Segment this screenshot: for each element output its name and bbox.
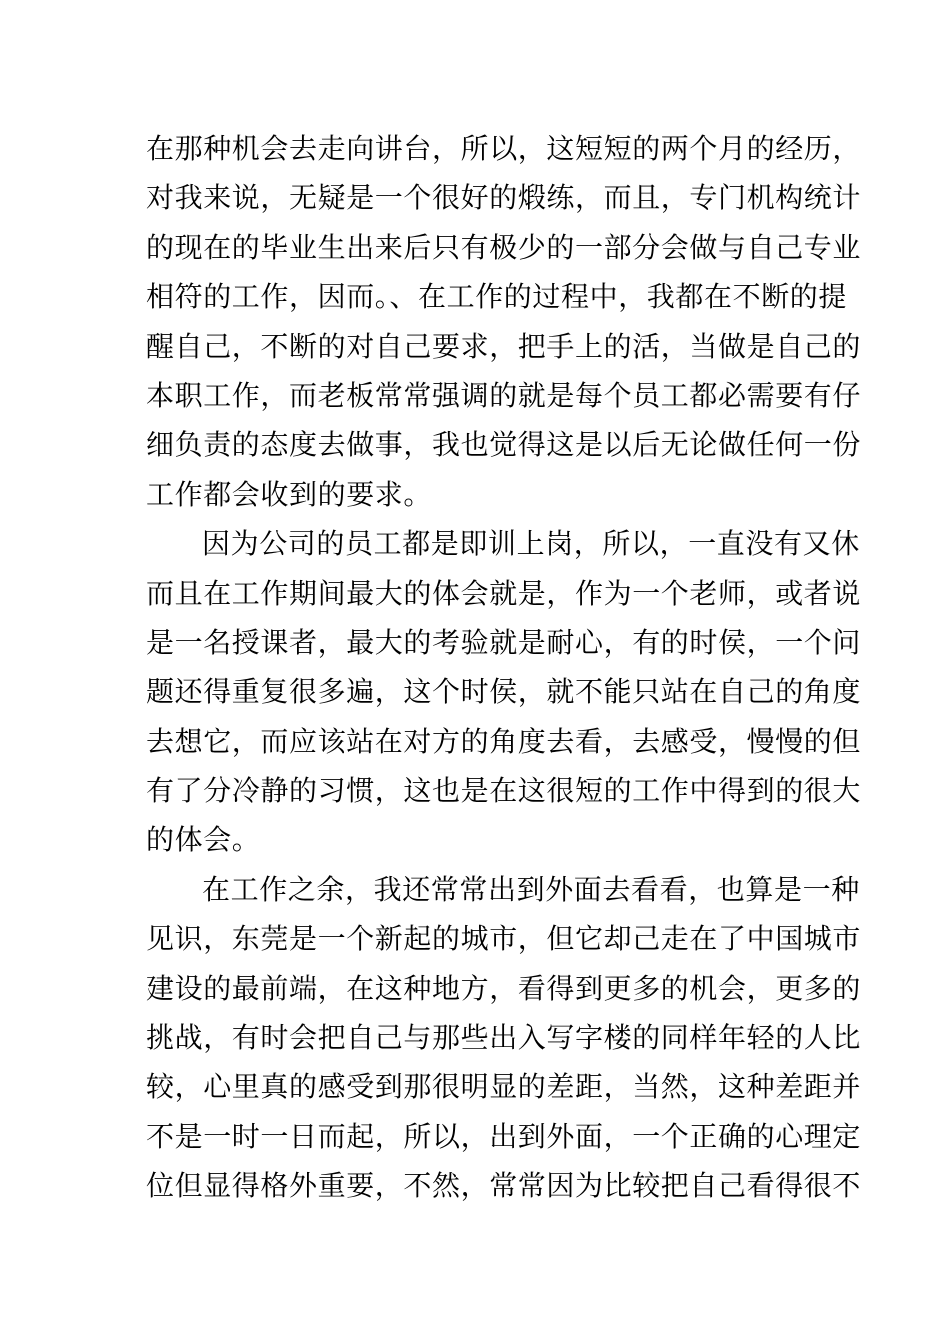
text-line: 的现在的毕业生出来后只有极少的一部分会做与自己专业 <box>146 230 862 264</box>
text-line: 挑战，有时会把自己与那些出入写字楼的同样年轻的人比 <box>146 1021 862 1055</box>
text-line: 在工作之余，我还常常出到外面去看看，也算是一种 <box>202 872 860 906</box>
text-line: 在那种机会去走向讲台，所以，这短短的两个月的经历， <box>146 132 862 165</box>
text-line: 的体会。 <box>146 823 261 857</box>
text-line: 建设的最前端，在这种地方，看得到更多的机会，更多的 <box>146 971 862 1005</box>
paragraph-1 <box>146 124 862 519</box>
text-line: 不是一时一日而起，所以，出到外面，一个正确的心理定 <box>146 1119 862 1153</box>
text-line: 而且在工作期间最大的体会就是，作为一个老师，或者说 <box>146 576 862 610</box>
text-line: 见识，东莞是一个新起的城市，但它却己走在了中国城市 <box>146 922 862 956</box>
text-line: 是一名授课者，最大的考验就是耐心，有的时侯，一个问 <box>146 625 862 659</box>
document-body <box>146 124 862 1211</box>
text-line: 去想它，而应该站在对方的角度去看，去感受，慢慢的但 <box>146 724 862 758</box>
text-line: 醒自己，不断的对自己要求，把手上的活，当做是自己的 <box>146 329 862 363</box>
text-line: 位但显得格外重要，不然，常常因为比较把自己看得很不 <box>146 1169 862 1203</box>
text-line: 题还得重复很多遍，这个时侯，就不能只站在自己的角度 <box>146 675 862 709</box>
text-line: 本职工作，而老板常常强调的就是每个员工都必需要有仔 <box>146 378 862 412</box>
text-line: 相符的工作，因而。、在工作的过程中，我都在不断的提 <box>146 280 848 314</box>
text-line: 因为公司的员工都是即训上岗，所以，一直没有又休 <box>202 527 860 561</box>
text-line: 对我来说，无疑是一个很好的煅练，而且，专门机构统计 <box>146 181 862 215</box>
text-line: 有了分冷静的习惯，这也是在这很短的工作中得到的很大 <box>146 774 862 808</box>
paragraph-3 <box>146 865 862 1211</box>
text-line: 工作都会收到的要求。 <box>146 477 433 511</box>
paragraph-2 <box>146 519 862 865</box>
text-line: 较，心里真的感受到那很明显的差距，当然，这种差距并 <box>146 1070 862 1104</box>
text-line: 细负责的态度去做事，我也觉得这是以后无论做任何一份 <box>146 428 862 462</box>
